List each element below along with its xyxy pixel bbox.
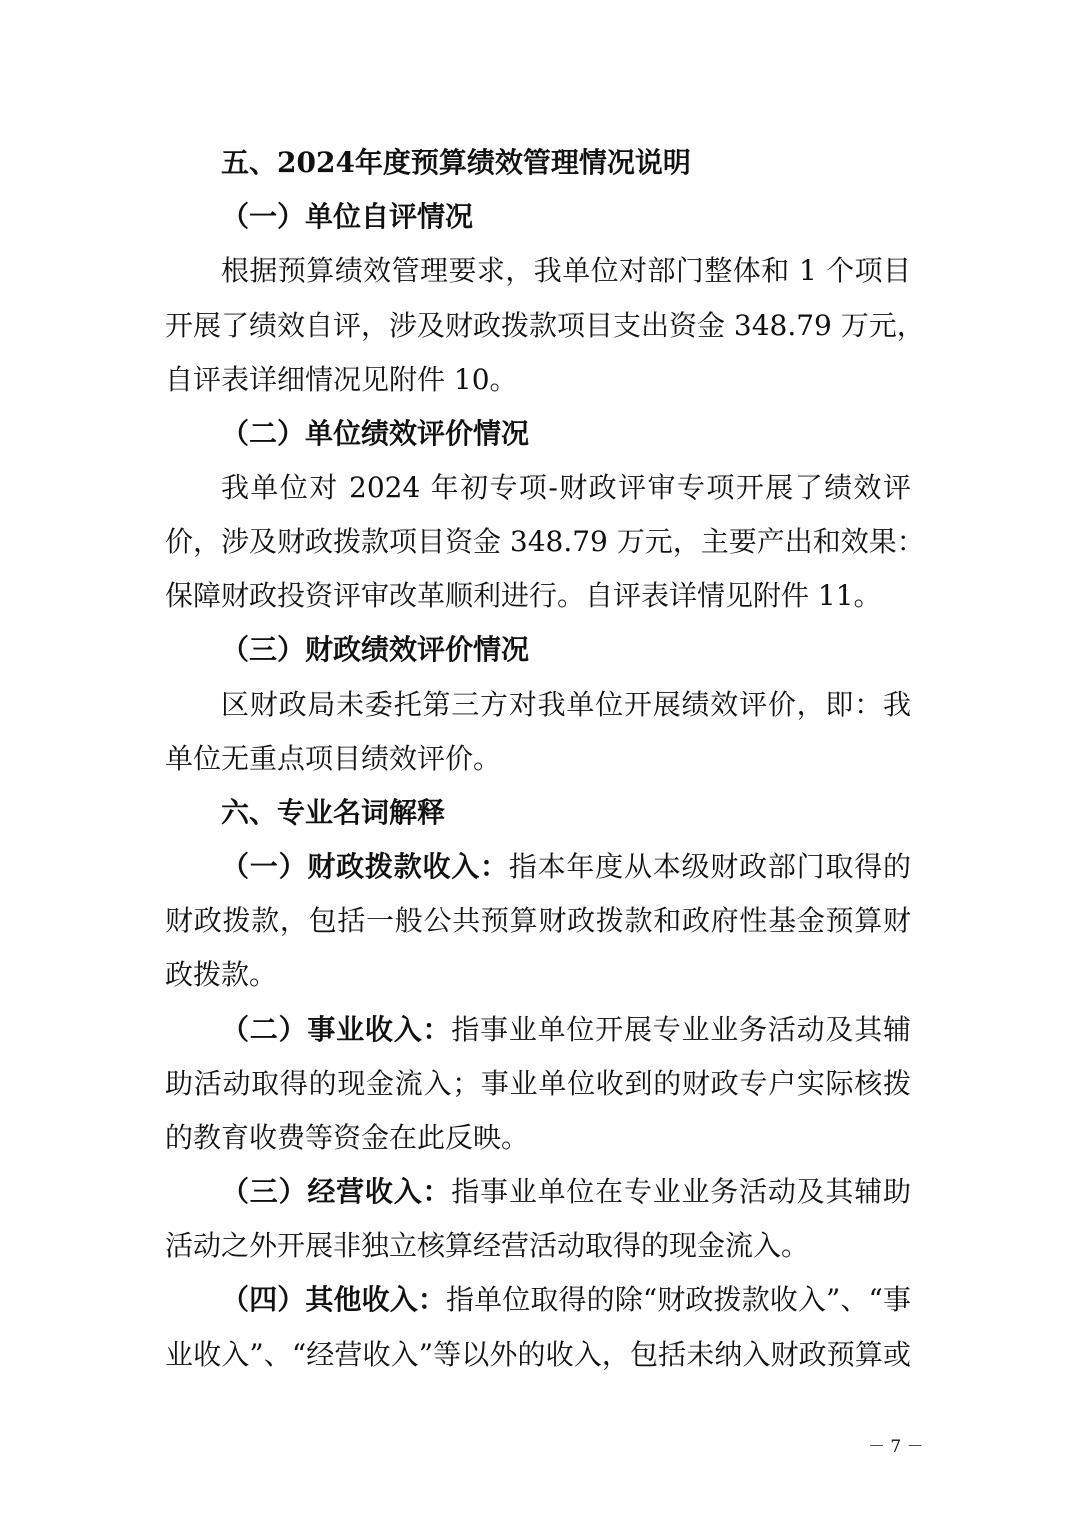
paragraph-line: 保障财政投资评审改革顺利进行。自评表详情见附件 11。 bbox=[165, 579, 882, 612]
term-line bbox=[221, 849, 911, 885]
subheading-unit-evaluation: （二）单位绩效评价情况 bbox=[221, 417, 530, 450]
paragraph-line: 活动之外开展非独立核算经营活动取得的现金流入。 bbox=[165, 1229, 810, 1262]
page-number: － 7 － bbox=[868, 1437, 924, 1457]
term-definition: 指事业单位在专业业务活动及其辅助 bbox=[451, 1175, 911, 1208]
term-line bbox=[221, 1174, 911, 1210]
term-label: （三）经营收入： bbox=[221, 1175, 452, 1208]
subheading-finance-evaluation: （三）财政绩效评价情况 bbox=[221, 633, 530, 666]
paragraph-line: 自评表详细情况见附件 10。 bbox=[165, 363, 518, 396]
paragraph-line: 区财政局未委托第三方对我单位开展绩效评价，即：我 bbox=[221, 688, 911, 721]
section-heading-5: 五、2024年度预算绩效管理情况说明 bbox=[221, 146, 691, 179]
term-definition: 指本年度从本级财政部门取得的 bbox=[508, 850, 911, 883]
paragraph-line: 我单位对 2024 年初专项-财政评审专项开展了绩效评 bbox=[221, 471, 911, 504]
paragraph-line: 财政拨款，包括一般公共预算财政拨款和政府性基金预算财 bbox=[165, 904, 911, 937]
term-definition: 指事业单位开展专业业务活动及其辅 bbox=[451, 1013, 911, 1046]
term-label: （一）财政拨款收入： bbox=[221, 850, 509, 883]
paragraph-line: 的教育收费等资金在此反映。 bbox=[165, 1121, 530, 1154]
section-heading-6: 六、专业名词解释 bbox=[221, 796, 446, 829]
paragraph-line: 业收入”、“经营收入”等以外的收入，包括未纳入财政预算或 bbox=[165, 1338, 911, 1371]
paragraph-line: 根据预算绩效管理要求，我单位对部门整体和 1 个项目 bbox=[221, 254, 911, 287]
term-line bbox=[221, 1282, 911, 1318]
term-label: （二）事业收入： bbox=[221, 1013, 452, 1046]
paragraph-line: 开展了绩效自评，涉及财政拨款项目支出资金 348.79 万元， bbox=[165, 309, 925, 342]
term-definition: 指单位取得的除“财政拨款收入”、“事 bbox=[445, 1283, 911, 1316]
term-label: （四）其他收入： bbox=[221, 1283, 446, 1316]
subheading-self-evaluation: （一）单位自评情况 bbox=[221, 200, 474, 233]
term-line bbox=[221, 1012, 911, 1048]
paragraph-line: 单位无重点项目绩效评价。 bbox=[165, 742, 502, 775]
paragraph-line: 价，涉及财政拨款项目资金 348.79 万元，主要产出和效果： bbox=[165, 525, 925, 558]
paragraph-line: 政拨款。 bbox=[165, 958, 278, 991]
paragraph-line: 助活动取得的现金流入；事业单位收到的财政专户实际核拨 bbox=[165, 1067, 911, 1100]
